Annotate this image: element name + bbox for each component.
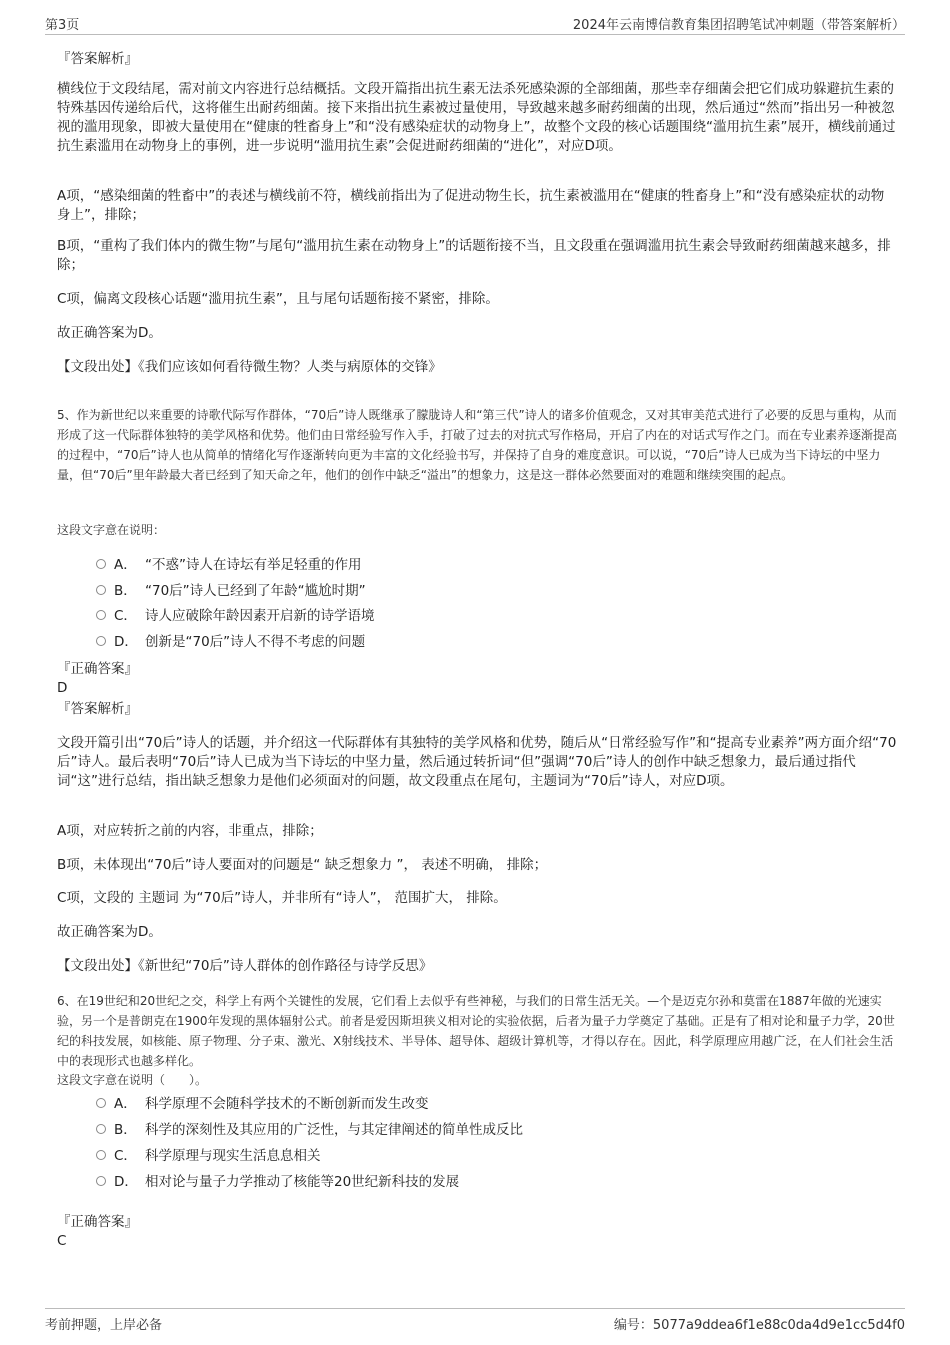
q5-option-d[interactable]: D． 创新是“70后”诗人不得不考虑的问题	[96, 632, 365, 652]
q6-stem: 6、在19世纪和20世纪之交，科学上有两个关键性的发展，它们看上去似乎有些神秘，与我们的日常生活无关。—个是迈克尔孙和莫雷在1887年做的光速实验，另一个是普朗克在1900年发现的黑体辐射公式。前者是爱因斯坦狭义相对论的实验依据，后者为量子力学奠定了基础。正是有了相对论和量子力学，20世纪的科技发展，如核能、原子物理、分子束、激光、X射线技术、半导体、超导体、超级计算机等，才得以存在。因此，科学原理应用越广泛，在人们社会生活中的表现形式也越多样化。	[57, 994, 895, 1068]
q5-option-c[interactable]: C． 诗人应破除年龄因素开启新的诗学语境	[96, 606, 375, 626]
page-footer	[45, 1308, 905, 1333]
document-title: 2024年云南博信教育集团招聘笔试冲刺题（带答案解析）	[572, 18, 905, 33]
page-header	[45, 14, 905, 35]
q6-option-b[interactable]: B． 科学的深刻性及其应用的广泛性，与其定律阐述的简单性成反比	[96, 1120, 523, 1140]
q4-option-c-explanation: C项，偏离文段核心话题“滥用抗生素”，且与尾句话题衔接不紧密，排除。	[57, 291, 499, 307]
radio-icon[interactable]	[96, 1176, 106, 1186]
radio-icon[interactable]	[96, 610, 106, 620]
q5-answer-label: 『正确答案』	[57, 661, 138, 677]
q6-answer: C	[57, 1233, 67, 1249]
q4-conclusion: 故正确答案为D。	[57, 325, 162, 341]
q5-answer: D	[57, 680, 68, 696]
q5-option-a[interactable]: A． “不惑”诗人在诗坛有举足轻重的作用	[96, 555, 362, 575]
q6-answer-label: 『正确答案』	[57, 1214, 138, 1230]
q6-prompt: 这段文字意在说明（ ）。	[57, 1073, 208, 1087]
q4-analysis-label: 『答案解析』	[57, 51, 138, 67]
q5-option-b-explanation: B项，未体现出“70后”诗人要面对的问题是“ 缺乏想象力 ”， 表述不明确， 排除；	[57, 857, 548, 873]
q6-option-d[interactable]: D． 相对论与量子力学推动了核能等20世纪新科技的发展	[96, 1172, 459, 1192]
q5-option-b[interactable]: B． “70后”诗人已经到了年龄“尴尬时期”	[96, 581, 366, 601]
q5-option-a-explanation: A项，对应转折之前的内容，非重点，排除；	[57, 823, 323, 839]
q5-stem: 5、作为新世纪以来重要的诗歌代际写作群体，“70后”诗人既继承了朦胧诗人和“第三代”诗人的诸多价值观念，又对其审美范式进行了必要的反思与重构，从而形成了这一代际群体独特的美学风格和优势。他们由日常经验写作入手，打破了过去的对抗式写作格局，开启了内在的对话式写作之门。而在专业素养逐渐提高的过程中，“70后”诗人也从简单的情绪化写作逐渐转向更为丰富的文化经验书写，并保持了自身的难度意识。可以说，“70后”诗人已成为当下诗坛的中坚力量，但“70后”里年龄最大者已经到了知天命之年，他们的创作中缺乏“溢出”的想象力，这是这一群体必然要面对的难题和继续突围的起点。	[57, 408, 898, 482]
q5-prompt: 这段文字意在说明：	[57, 523, 166, 537]
q5-source: 【文段出处】《新世纪“70后”诗人群体的创作路径与诗学反思》	[57, 958, 433, 974]
q4-option-a-explanation: A项，“感染细菌的牲畜中”的表述与横线前不符，横线前指出为了促进动物生长，抗生素被滥用在“健康的牲畜身上”和“没有感染症状的动物身上”，排除；	[57, 188, 885, 223]
q5-conclusion: 故正确答案为D。	[57, 924, 162, 940]
q4-option-b-explanation: B项，“重构了我们体内的微生物”与尾句“滥用抗生素在动物身上”的话题衔接不当，且文段重在强调滥用抗生素会导致耐药细菌越来越多，排除；	[57, 238, 891, 273]
page-number: 第3页	[45, 18, 80, 33]
radio-icon[interactable]	[96, 559, 106, 569]
q5-analysis: 文段开篇引出“70后”诗人的话题，并介绍这一代际群体有其独特的美学风格和优势，随后从“日常经验写作”和“提高专业素养”两方面介绍“70后”诗人。最后表明“70后”诗人已成为当下诗坛的中坚力量，然后通过转折词“但”强调“70后”诗人的创作中缺乏想象力，最后通过指代词“这”进行总结，指出缺乏想象力是他们必须面对的问题，故文段重点在尾句，主题词为“70后”诗人，对应D项。	[57, 735, 897, 789]
q5-analysis-label: 『答案解析』	[57, 701, 138, 717]
document-code-value: 5077a9ddea6f1e88c0da4d9e1cc5d4f0	[652, 1318, 905, 1333]
q4-source: 【文段出处】《我们应该如何看待微生物？人类与病原体的交锋》	[57, 359, 442, 375]
document-code	[614, 1314, 905, 1333]
q6-option-c[interactable]: C． 科学原理与现实生活息息相关	[96, 1146, 321, 1166]
radio-icon[interactable]	[96, 1124, 106, 1134]
q5-option-c-explanation: C项，文段的 主题词 为“70后”诗人，并非所有“诗人”， 范围扩大， 排除。	[57, 890, 507, 906]
radio-icon[interactable]	[96, 636, 106, 646]
footer-slogan: 考前押题，上岸必备	[45, 1318, 163, 1333]
document-code-label: 编号：	[613, 1318, 653, 1333]
q6-option-a[interactable]: A． 科学原理不会随科学技术的不断创新而发生改变	[96, 1094, 429, 1114]
q4-analysis: 横线位于文段结尾，需对前文内容进行总结概括。文段开篇指出抗生素无法杀死感染源的全部细菌，那些幸存细菌会把它们成功躲避抗生素的特殊基因传递给后代，这将催生出耐药细菌。接下来指出抗生素被过量使用，导致越来越多耐药细菌的出现，然后通过“然而”指出另一种被忽视的滥用现象，即被大量使用在“健康的牲畜身上”和“没有感染症状的动物身上”，故整个文段的核心话题围绕“滥用抗生素”展开，横线前通过抗生素滥用在动物身上的事例，进一步说明“滥用抗生素”会促进耐药细菌的“进化”，对应D项。	[57, 81, 896, 154]
radio-icon[interactable]	[96, 1098, 106, 1108]
radio-icon[interactable]	[96, 1150, 106, 1160]
radio-icon[interactable]	[96, 585, 106, 595]
